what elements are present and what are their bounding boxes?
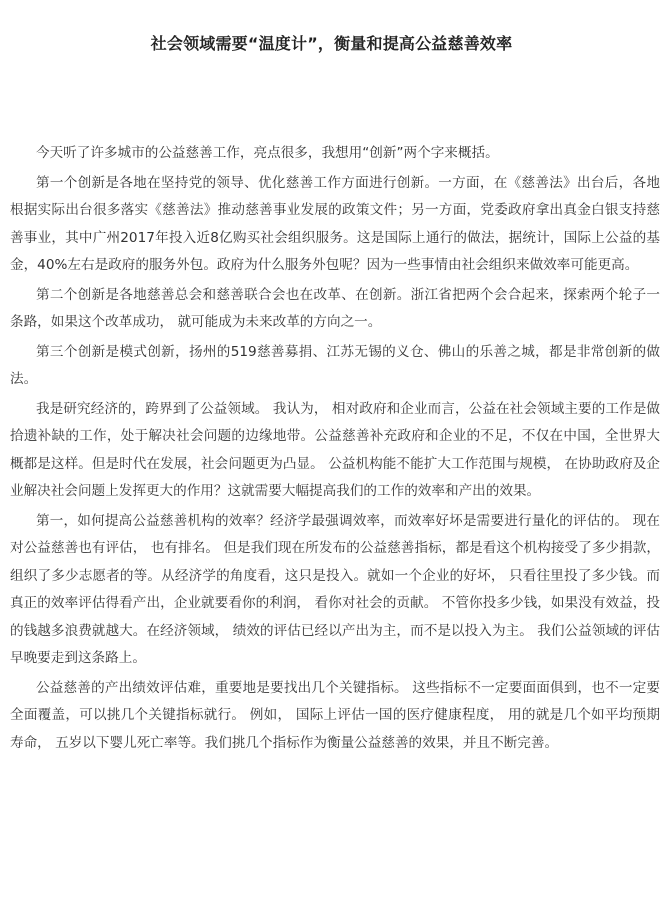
article-body [10,140,660,759]
paragraph-economist-view: 我是研究经济的，跨界到了公益领域。 我认为， 相对政府和企业而言，公益在社会领域主要的工作是做拾遗补缺的工作，处于解决社会问题的边缘地带。公益慈善补充政府和企业的不足，不仅在中国，全世界大概都是这样。但是时代在发展，社会问题更为凸显。 公益机构能不能扩大工作范围与规模， 在协助政府及企业解决社会问题上发挥更大的作用？这就需要大幅提高我们的工作的效率和产出的效果。 [10,400,660,499]
paragraph-efficiency: 第一，如何提高公益慈善机构的效率？经济学最强调效率，而效率好坏是需要进行量化的评估的。 现在对公益慈善也有评估， 也有排名。 但是我们现在所发布的公益慈善指标，都是看这个机构接受了多少捐款，组织了多少志愿者的等。从经济学的角度看，这只是投入。就如一个企业的好坏， 只看往里投了多少钱。而真正的效率评估得看产出，企业就要看你的利润， 看你对社会的贡献。 不管你投多少钱，如果没有效益，投的钱越多浪费就越大。在经济领域， 绩效的评估已经以产出为主，而不是以投入为主。 我们公益领域的评估早晚要走到这条路上。 [10,512,660,666]
paragraph-first-innovation: 第一个创新是各地在坚持党的领导、优化慈善工作方面进行创新。一方面，在《慈善法》出台后，各地根据实际出台很多落实《慈善法》推动慈善事业发展的政策文件；另一方面，党委政府拿出真金白银支持慈善事业，其中广州2017年投入近8亿购买社会组织服务。这是国际上通行的做法，据统计，国际上公益的基金，40%左右是政府的服务外包。政府为什么服务外包呢？因为一些事情由社会组织来做效率可能更高。 [10,174,660,273]
paragraph-third-innovation: 第三个创新是模式创新，扬州的519慈善募捐、江苏无锡的义仓、佛山的乐善之城，都是非常创新的做法。 [10,343,660,387]
paragraph-key-indicators: 公益慈善的产出绩效评估难，重要地是要找出几个关键指标。 这些指标不一定要面面俱到，也不一定要全面覆盖，可以挑几个关键指标就行。 例如， 国际上评估一国的医疗健康程度， 用的就是几个如平均预期寿命， 五岁以下婴儿死亡率等。我们挑几个指标作为衡量公益慈善的效果，并且不断完善。 [10,679,660,751]
article-title: 社会领域需要“温度计”，衡量和提高公益慈善效率 [150,34,513,53]
paragraph-intro: 今天听了许多城市的公益慈善工作，亮点很多，我想用“创新”两个字来概括。 [36,145,499,161]
paragraph-second-innovation: 第二个创新是各地慈善总会和慈善联合会也在改革、在创新。浙江省把两个会合起来，探索两个轮子一条路，如果这个改革成功， 就可能成为未来改革的方向之一。 [10,286,660,330]
